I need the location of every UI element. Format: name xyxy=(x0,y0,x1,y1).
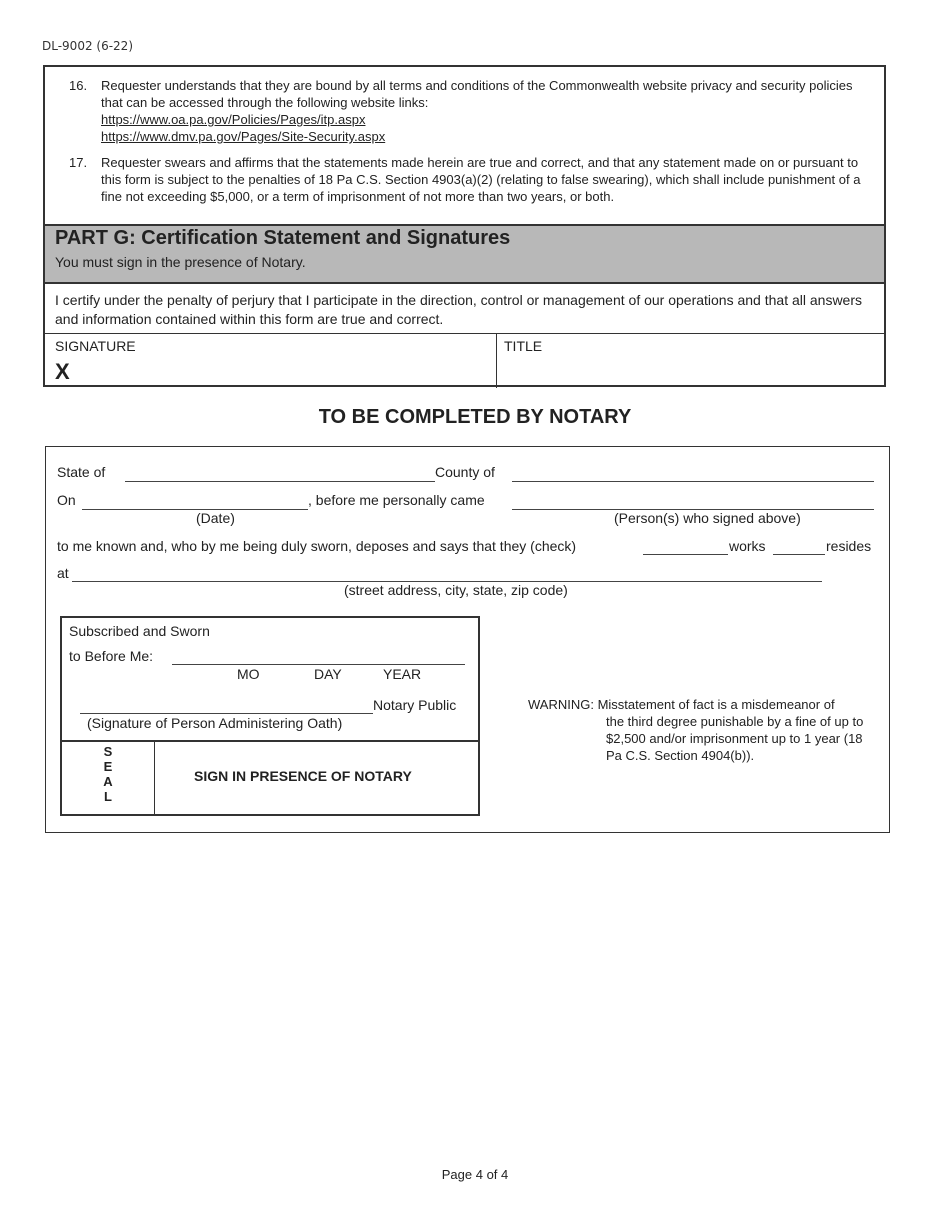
page-number: Page 4 of 4 xyxy=(441,1167,509,1182)
sign-presence-label: SIGN IN PRESENCE OF NOTARY xyxy=(194,768,412,784)
date-caption: (Date) xyxy=(196,510,235,526)
signature-label: SIGNATURE xyxy=(55,338,136,354)
state-label: State of xyxy=(57,464,106,480)
subscribed-label: Subscribed and Sworn xyxy=(69,623,210,639)
persons-caption: (Person(s) who signed above) xyxy=(614,510,801,526)
resides-checkbox[interactable] xyxy=(773,554,825,555)
signature-field[interactable]: X xyxy=(55,359,70,384)
seal-letter: E xyxy=(103,759,113,774)
sworn-date-field[interactable] xyxy=(172,664,465,665)
seal-letter: A xyxy=(103,774,113,789)
statement-number: 17. xyxy=(69,155,88,170)
statement-number: 16. xyxy=(69,78,88,93)
year-label: YEAR xyxy=(383,666,422,682)
title-field[interactable]: TITLE xyxy=(504,338,543,354)
notary-seal-box xyxy=(60,616,480,816)
county-label: County of xyxy=(435,464,495,480)
form-number: DL-9002 (6-22) xyxy=(42,39,133,53)
statement-text: Requester understands that they are bound by all terms and conditions of the Commonwealth website privacy and security policies that can be accessed through the following website links: xyxy=(101,78,853,110)
works-checkbox[interactable] xyxy=(643,554,728,555)
certification-text: I certify under the penalty of perjury that I participate in the direction, control or management of our operations and that all answers and information contained within this form are true and correct. xyxy=(55,292,863,327)
resides-label: resides xyxy=(826,538,872,554)
statements-box xyxy=(43,65,886,387)
seal-letter: S xyxy=(103,744,113,759)
part-g-title: PART G: Certification Statement and Signatures xyxy=(55,227,511,249)
warning-line-1: WARNING: Misstatement of fact is a misdemeanor of xyxy=(528,697,835,712)
warning-line-rest: the third degree punishable by a fine of up to $2,500 and/or imprisonment up to 1 year (18 Pa C.S. Section 4904(b)). xyxy=(606,714,864,763)
address-caption: (street address, city, state, zip code) xyxy=(344,582,568,598)
state-field[interactable] xyxy=(125,481,435,482)
signature-row xyxy=(45,333,884,386)
sig-admin-caption: (Signature of Person Administering Oath) xyxy=(87,715,343,731)
works-label: works xyxy=(729,538,766,554)
divider xyxy=(496,334,497,388)
county-field[interactable] xyxy=(512,481,874,482)
seal-row xyxy=(62,740,478,816)
statement-text: Requester swears and affirms that the statements made herein are true and correct, and that any statement made on or pursuant to this form is subject to the penalties of 18 Pa C.S. Section 4903(a)(2) (relating to false swearing), which shall include punishment of a fine not exceeding $5,000, or a term of imprisonment of not more than two years, or both. xyxy=(101,155,861,204)
notary-public-label: Notary Public xyxy=(373,697,457,713)
mo-label: MO xyxy=(237,666,260,682)
seal-area[interactable] xyxy=(62,742,155,816)
before-me-label: , before me personally came xyxy=(308,492,485,508)
day-label: DAY xyxy=(314,666,342,682)
known-text: to me known and, who by me being duly sworn, deposes and says that they (check) xyxy=(57,538,577,554)
warning-text xyxy=(528,696,870,764)
notary-heading: TO BE COMPLETED BY NOTARY xyxy=(318,406,632,428)
at-label: at xyxy=(57,565,69,581)
part-g-subtitle: You must sign in the presence of Notary. xyxy=(55,254,306,270)
notary-box xyxy=(45,446,890,833)
date-field[interactable] xyxy=(82,509,308,510)
to-before-me-label: to Before Me: xyxy=(69,648,154,664)
itp-policy-link[interactable]: https://www.oa.pa.gov/Policies/Pages/itp.aspx xyxy=(101,112,366,127)
seal-letter: L xyxy=(104,789,112,804)
site-security-link[interactable]: https://www.dmv.pa.gov/Pages/Site-Security.aspx xyxy=(101,129,386,144)
on-label: On xyxy=(57,492,76,508)
part-g-header xyxy=(45,224,884,284)
notary-signature-field[interactable] xyxy=(80,713,373,714)
